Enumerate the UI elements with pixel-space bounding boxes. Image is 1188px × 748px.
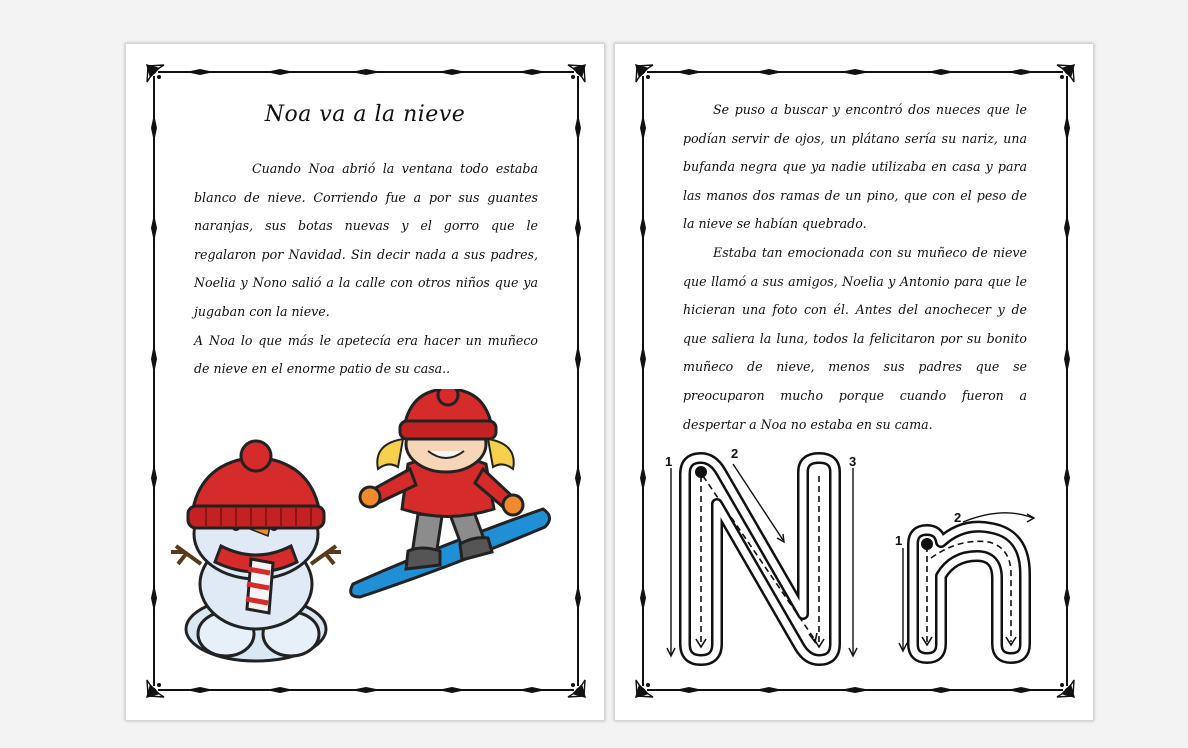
step-number: 3 [849, 454, 857, 469]
letter-tracing [663, 444, 1063, 674]
snowboarder-illustration [348, 389, 553, 604]
left-page [125, 43, 605, 721]
story-text-right [683, 96, 1027, 439]
step-number: 2 [731, 446, 739, 461]
snowman-illustration [166, 434, 356, 664]
step-number: 1 [665, 454, 673, 469]
paragraph: Se puso a buscar y encontró dos nueces que le podían servir de ojos, un plátano sería su nariz, una bufanda negra que ya nadie utilizaba en casa y para las manos dos ramas de un pino, que con el peso de la nieve se habían quebrado. [683, 102, 1027, 232]
story-title: Noa va a la nieve [264, 102, 466, 127]
paragraph: Estaba tan emocionada con su muñeco de nieve que llamó a sus amigos, Noelia y Antonio para que le hicieran una foto con él. Antes del anochecer y de que saliera la luna, todos la felicitaron por su bonito muñeco de nieve, menos sus padres que se preocuparon mucho porque cuando fueron a despertar a Noa no estaba en su cama. [683, 244, 1027, 432]
paragraph: Cuando Noa abrió la ventana todo estaba blanco de nieve. Corriendo fue a por sus guantes naranjas, sus botas nuevas y el gorro que le regalaron por Navidad. Sin decir nada a sus padres, Noelia y Nono salió a la calle con otros niños que ya jugaban con la nieve. [194, 161, 538, 319]
step-number: 1 [895, 533, 903, 548]
story-text-left [194, 155, 538, 384]
paragraph: A Noa lo que más le apetecía era hacer un muñeco de nieve en el enorme patio de su casa.. [194, 332, 538, 377]
right-page [614, 43, 1094, 721]
step-number: 2 [954, 510, 962, 525]
